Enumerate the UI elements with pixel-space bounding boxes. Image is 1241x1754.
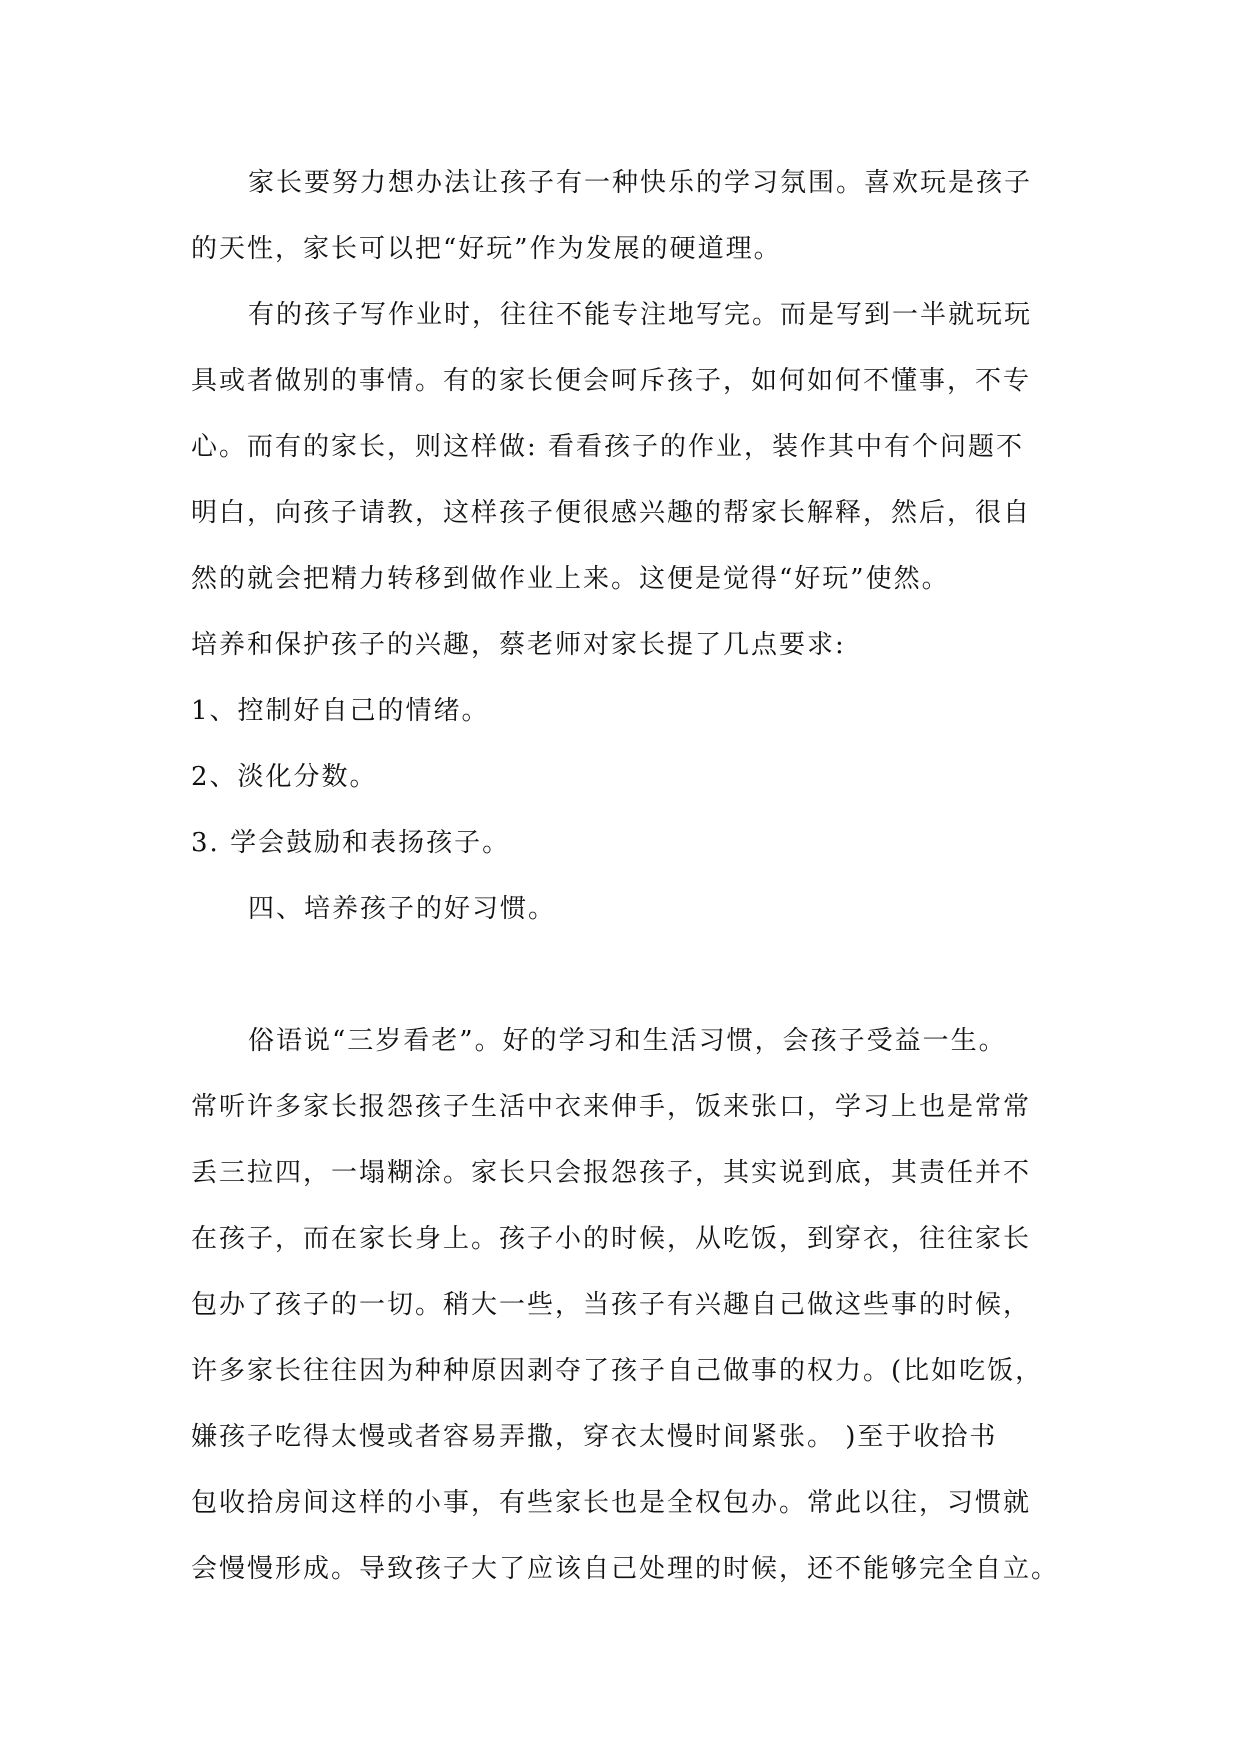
list-item: 1、控制好自己的情绪。 [191, 696, 490, 726]
paragraph-line: 培养和保护孩子的兴趣，蔡老师对家长提了几点要求: [191, 630, 846, 660]
paragraph-line: 嫌孩子吃得太慢或者容易弄撒，穿衣太慢时间紧张。 )至于收拾书 [191, 1422, 998, 1452]
paragraph-line: 常听许多家长报怨孩子生活中衣来伸手，饭来张口，学习上也是常常 [191, 1092, 1032, 1122]
paragraph-line: 明白，向孩子请教，这样孩子便很感兴趣的帮家长解释，然后，很自 [191, 498, 1032, 528]
paragraph-line: 的天性，家长可以把“好玩”作为发展的硬道理。 [191, 234, 782, 264]
paragraph-line: 俗语说“三岁看老”。好的学习和生活习惯，会孩子受益一生。 [248, 1026, 1007, 1056]
paragraph-line: 丢三拉四，一塌糊涂。家长只会报怨孩子，其实说到底，其责任并不 [191, 1158, 1032, 1188]
paragraph-line: 会慢慢形成。导致孩子大了应该自己处理的时候，还不能够完全自立。 [191, 1554, 1060, 1584]
paragraph-line: 具或者做别的事情。有的家长便会呵斥孩子，如何如何不懂事，不专 [191, 366, 1032, 396]
paragraph-line: 然的就会把精力转移到做作业上来。这便是觉得“好玩”使然。 [191, 564, 950, 594]
paragraph-line: 包办了孩子的一切。稍大一些，当孩子有兴趣自己做这些事的时候， [191, 1290, 1032, 1320]
paragraph-line: 有的孩子写作业时，往往不能专注地写完。而是写到一半就玩玩 [248, 300, 1033, 330]
list-item: 2、淡化分数。 [191, 762, 378, 792]
paragraph-line: 在孩子，而在家长身上。孩子小的时候，从吃饭，到穿衣，往往家长 [191, 1224, 1032, 1254]
paragraph-line: 家长要努力想办法让孩子有一种快乐的学习氛围。喜欢玩是孩子 [248, 168, 1033, 198]
list-item: 3. 学会鼓励和表扬孩子。 [191, 828, 511, 858]
paragraph-line: 心。而有的家长，则这样做: 看看孩子的作业，装作其中有个问题不 [191, 432, 1025, 462]
paragraph-line: 许多家长往往因为种种原因剥夺了孩子自己做事的权力。(比如吃饭， [191, 1356, 1044, 1386]
paragraph-line: 包收拾房间这样的小事，有些家长也是全权包办。常此以往，习惯就 [191, 1488, 1032, 1518]
section-heading: 四、培养孩子的好习惯。 [248, 894, 557, 924]
